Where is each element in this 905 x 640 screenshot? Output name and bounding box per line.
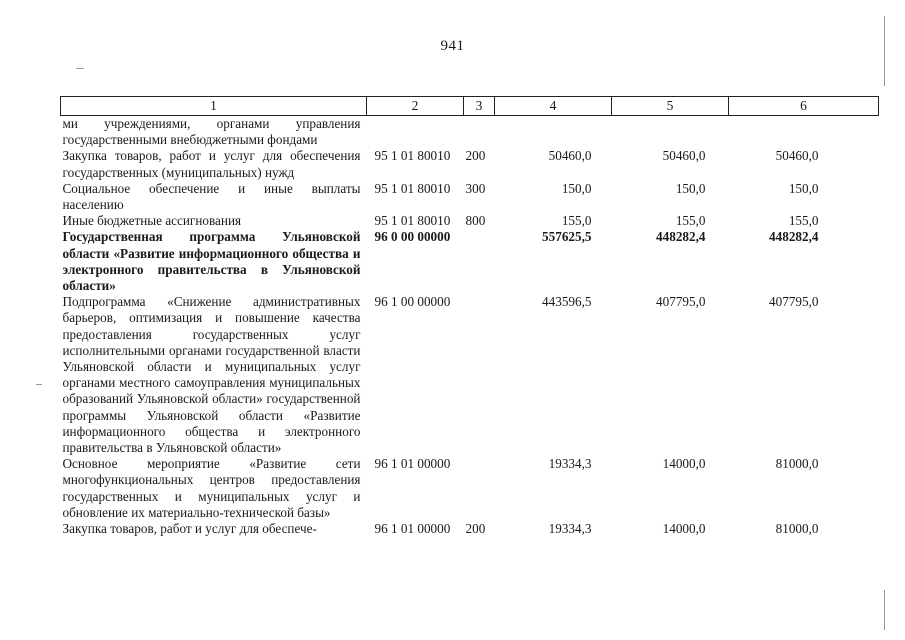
row-expense-type-cell: 200 [465,148,486,164]
row-code-cell: 95 1 01 80010 [374,180,451,196]
row-code-cell: 96 1 00 00000 [374,294,451,310]
column-header: 1 [61,97,367,116]
row-value-col6-cell: 155,0 [788,213,819,229]
table-row [61,521,879,537]
row-value-col4-cell: 150,0 [561,180,592,196]
scan-mark-dash [76,68,84,69]
row-name-cell: Основное мероприятие «Развитие сети многофункциональных центров предоставления государственных и муниципальных услуг и обновление их материально-технической базы» [62,456,361,520]
row-expense-type-cell: 200 [465,521,486,537]
row-value-col4-cell: 19334,3 [548,521,592,537]
row-value-col6-cell: 150,0 [788,180,819,196]
row-code-cell [367,116,464,149]
row-expense-type-cell [464,294,495,456]
scan-mark-top-right [884,16,885,86]
row-expense-type-cell [464,456,495,521]
row-value-col6-cell: 50460,0 [775,148,819,164]
row-value-col4-cell: 557625,5 [542,229,592,245]
column-header: 3 [464,97,495,116]
row-value-col5-cell: 155,0 [675,213,706,229]
scan-mark-left [36,384,42,385]
row-value-col5-cell [612,116,729,149]
column-header: 5 [612,97,729,116]
row-value-col5-cell: 150,0 [675,180,706,196]
table-header-row [61,97,879,116]
table-row [61,116,879,149]
row-expense-type-cell: 300 [465,180,486,196]
table-row [61,229,879,294]
row-value-col4-cell: 443596,5 [542,294,592,310]
row-name-cell: Закупка товаров, работ и услуг для обеспече- [62,521,317,537]
page-number: 941 [440,38,465,54]
column-header: 2 [367,97,464,116]
row-name-cell: Закупка товаров, работ и услуг для обеспечения государственных (муниципальных) нужд [62,148,361,180]
table-row [61,213,879,229]
row-value-col4-cell: 50460,0 [548,148,592,164]
row-value-col4-cell [495,116,612,149]
row-expense-type-cell: 800 [465,213,486,229]
row-value-col6-cell: 407795,0 [769,294,819,310]
table-row [61,456,879,521]
budget-table [60,96,879,537]
row-value-col6-cell: 81000,0 [775,521,819,537]
row-code-cell: 96 0 00 00000 [374,229,451,245]
row-code-cell: 95 1 01 80010 [374,148,451,164]
row-value-col5-cell: 407795,0 [656,294,706,310]
row-expense-type-cell [464,116,495,149]
row-value-col6-cell [729,116,879,149]
table-row [61,148,879,180]
column-header: 4 [495,97,612,116]
row-name-cell: Иные бюджетные ассигнования [62,213,242,229]
row-name-cell: ми учреждениями, органами управления государственными внебюджетными фондами [62,116,361,148]
row-value-col5-cell: 14000,0 [662,521,706,537]
row-name-cell: Подпрограмма «Снижение административных барьеров, оптимизация и повышение качества предоставления государственных услуг исполнительными органами государственной власти Ульяновской области и муниципальных услуг органами местного самоуправления муниципальных образований Ульяновской области» государственной программы Ульяновской области «Развитие информационного общества и электронного правительства в Ульяновской области» [62,294,361,456]
row-name-cell: Государственная программа Ульяновской области «Развитие информационного общества и электронного правительства в Ульяновской области» [62,229,361,294]
row-value-col4-cell: 155,0 [561,213,592,229]
scan-mark-bottom-right [884,590,885,630]
row-value-col5-cell: 14000,0 [662,456,706,472]
row-code-cell: 96 1 01 00000 [374,521,451,537]
row-name-cell: Социальное обеспечение и иные выплаты населению [62,180,361,213]
row-value-col4-cell: 19334,3 [548,456,592,472]
row-value-col5-cell: 50460,0 [662,148,706,164]
row-code-cell: 96 1 01 00000 [374,456,451,472]
row-value-col6-cell: 448282,4 [769,229,819,245]
table-body [61,116,879,538]
table-row [61,294,879,456]
column-header: 6 [729,97,879,116]
row-value-col5-cell: 448282,4 [656,229,706,245]
table-row [61,181,879,213]
row-code-cell: 95 1 01 80010 [374,213,451,229]
row-expense-type-cell [464,229,495,294]
row-value-col6-cell: 81000,0 [775,456,819,472]
